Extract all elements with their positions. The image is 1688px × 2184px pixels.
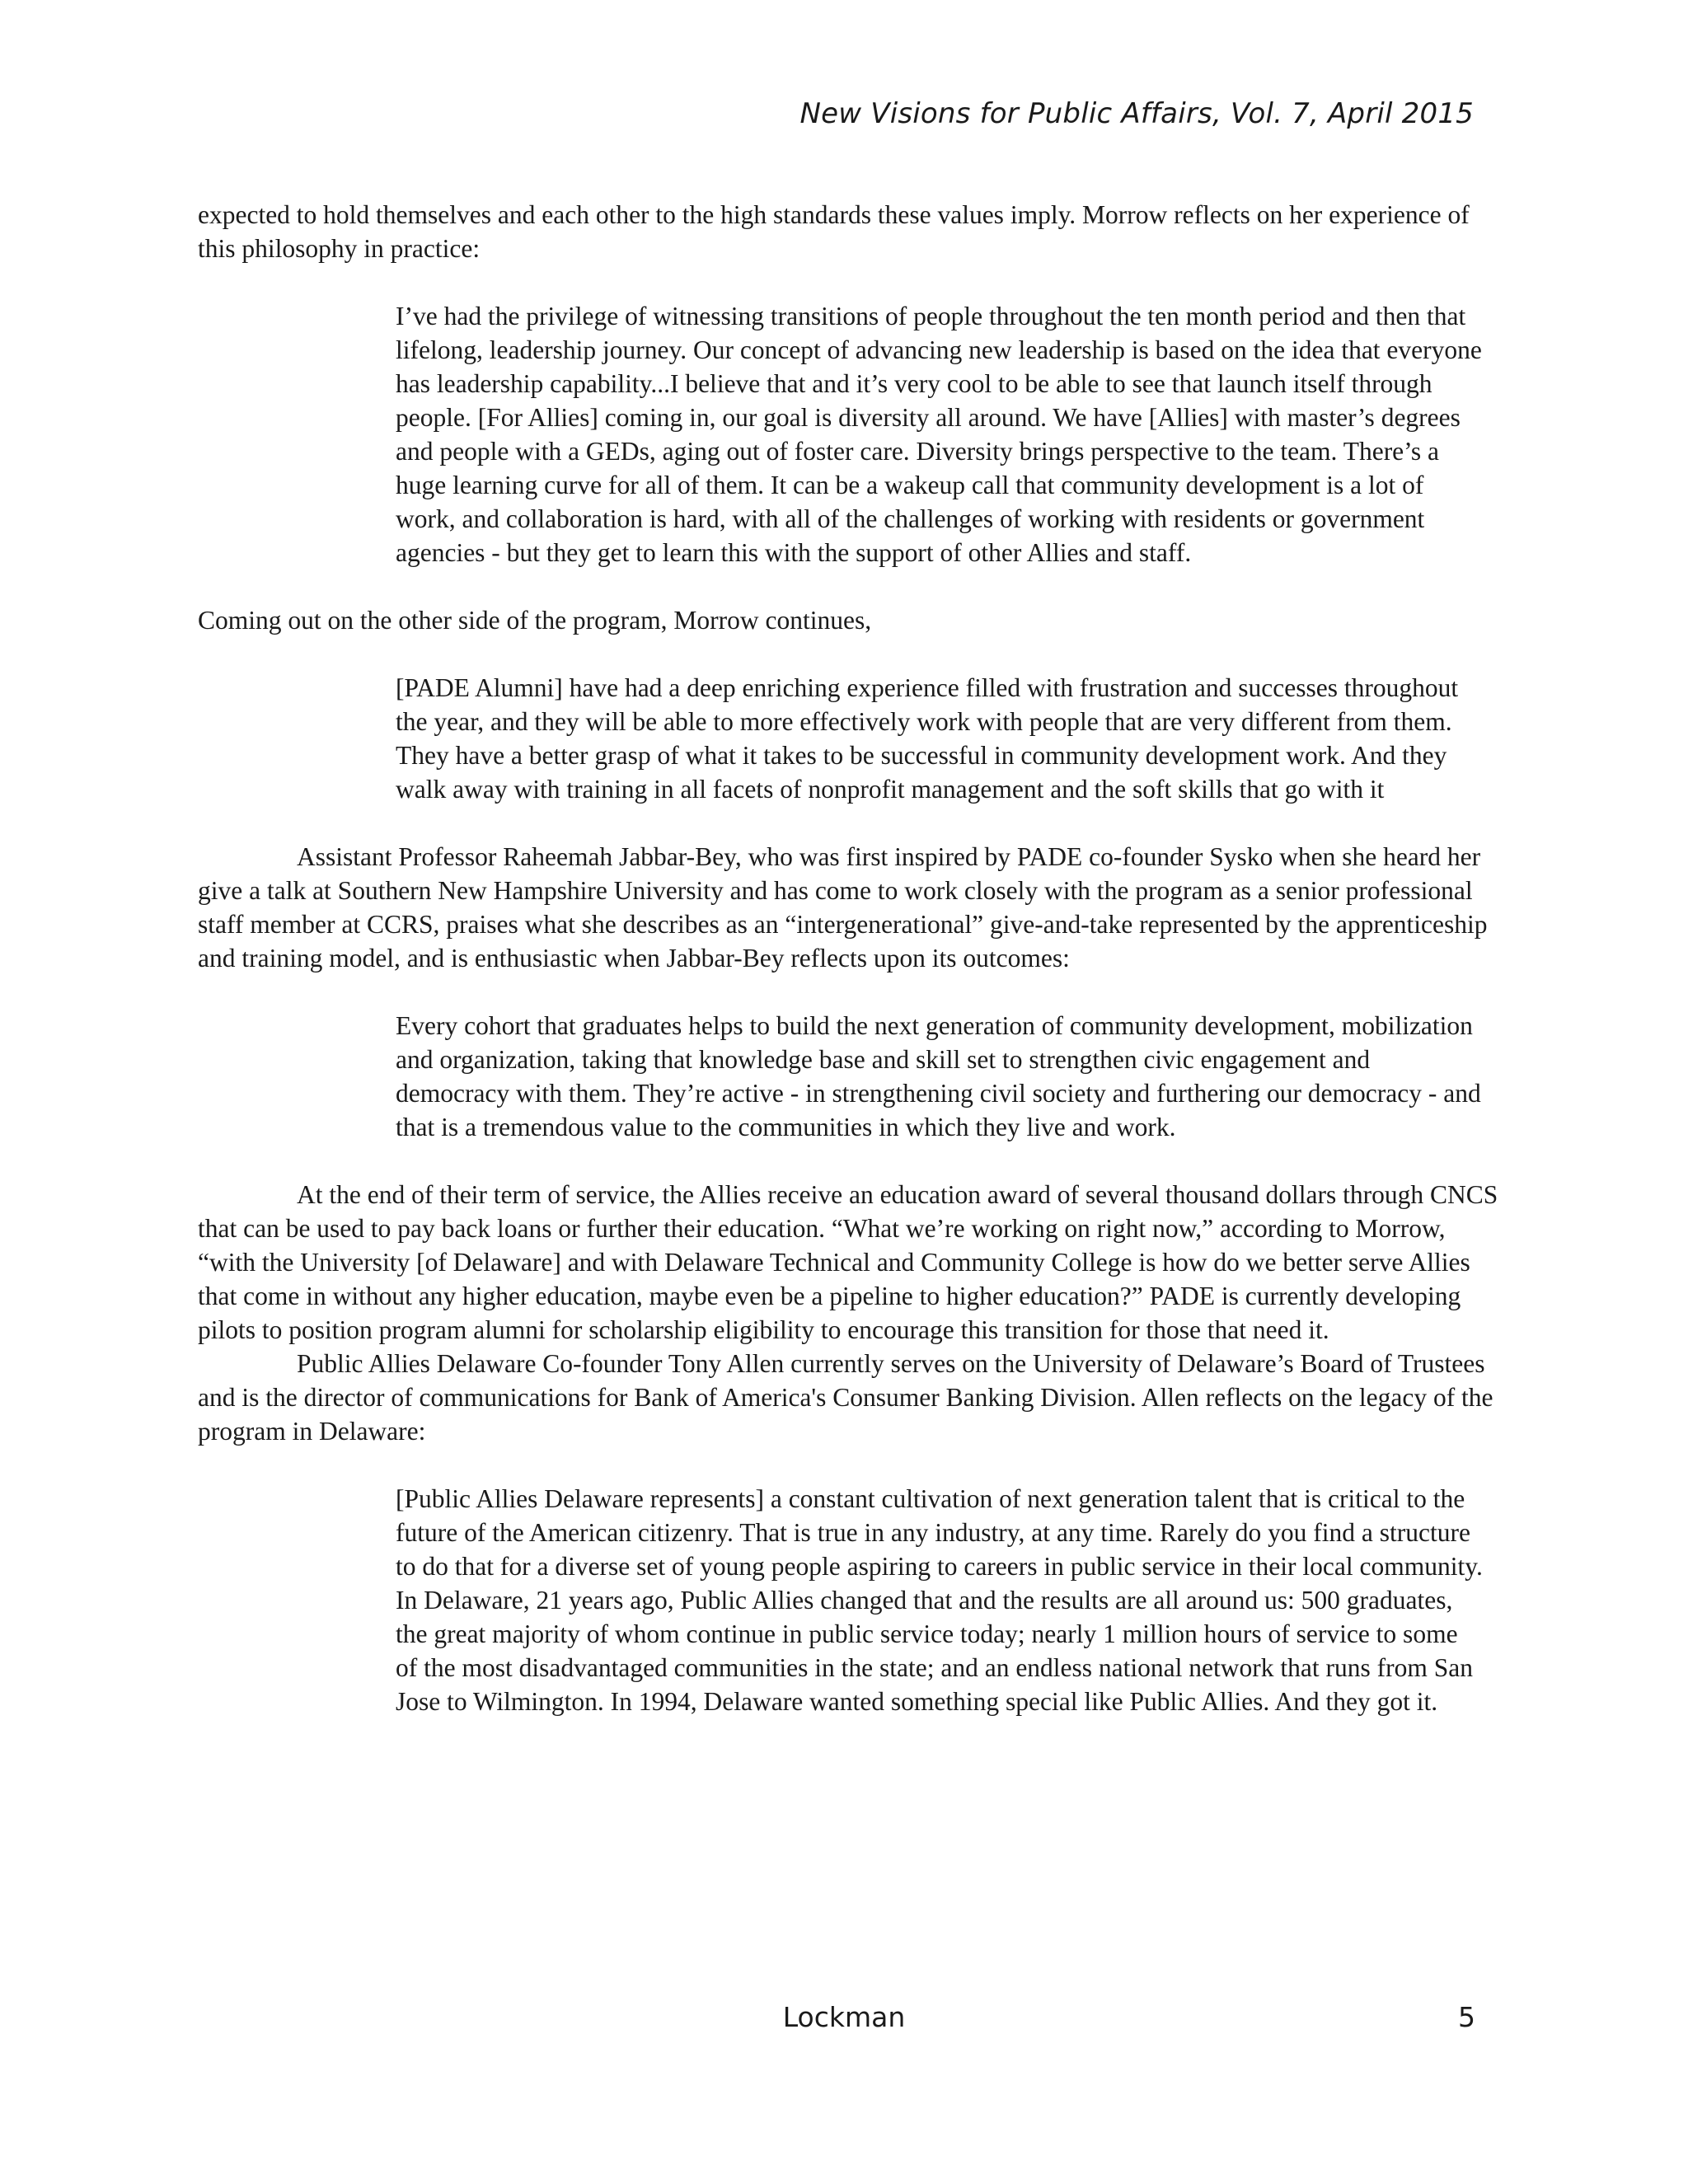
footer-author: Lockman — [782, 2001, 906, 2033]
paragraph: Coming out on the other side of the program, Morrow continues, — [198, 606, 872, 635]
block-quote: I’ve had the privilege of witnessing transitions of people throughout the ten month period and then that lifelong, leadership journey. Our concept of advancing new leadership is based on the idea that everyone has leadership capability...I believe that and it’s very cool to be able to see that launch itself through people. [For Allies] coming in, our goal is diversity all around. We have [Allies] with master’s degrees and people with a GEDs, aging out of foster care. Diversity brings perspective to the team. There’s a huge learning curve for all of them. It can be a wakeup call that community development is a lot of work, and collaboration is hard, with all of the challenges of working with residents or government agencies - but they get to learn this with the support of other Allies and staff. — [396, 302, 1482, 567]
block-quote: [PADE Alumni] have had a deep enriching experience filled with frustration and successes throughout the year, and they will be able to more effectively work with people that are very different from them. They have a better grasp of what it takes to be successful in community development work. And they walk away with training in all facets of nonprofit management and the soft skills that go with it — [396, 673, 1459, 804]
block-quote: [Public Allies Delaware represents] a constant cultivation of next generation talent that is critical to the future of the American citizenry. That is true in any industry, at any time. Rarely do you find a structure to do that for a diverse set of young people aspiring to careers in public service in their local community. In Delaware, 21 years ago, Public Allies changed that and the results are all around us: 500 graduates, the great majority of whom continue in public service today; nearly 1 million hours of service to some of the most disadvantaged communities in the state; and an endless national network that runs from San Jose to Wilmington. In 1994, Delaware wanted something special like Public Allies. And they got it. — [396, 1484, 1483, 1716]
paragraph: Assistant Professor Raheemah Jabbar-Bey, who was first inspired by PADE co-founder Sysko when she heard her give a talk at Southern New Hampshire University and has come to work closely with the program as a senior professional staff member at CCRS, praises what she describes as an “intergenerational” give-and-take represented by the apprenticeship and training model, and is enthusiastic when Jabbar-Bey reflects upon its outcomes: — [198, 842, 1488, 972]
block-quote: Every cohort that graduates helps to build the next generation of community development, mobilization and organization, taking that knowledge base and skill set to strengthen civic engagement and democracy with them. They’re active - in strengthening civil society and furthering our democracy - and that is a tremendous value to the communities in which they live and work. — [396, 1011, 1481, 1141]
paragraph: Public Allies Delaware Co-founder Tony Allen currently serves on the University of Delaware’s Board of Trustees and is the director of communications for Bank of America's Consumer Banking Division. Allen reflects on the legacy of the program in Delaware: — [198, 1349, 1493, 1446]
running-header: New Visions for Public Affairs, Vol. 7, April 2015 — [799, 97, 1474, 130]
paragraph: At the end of their term of service, the Allies receive an education award of several thousand dollars through CNCS that can be used to pay back loans or further their education. “What we’re working on right now,” according to Morrow, “with the University [of Delaware] and with Delaware Technical and Community College is how do we better serve Allies that come in without any higher education, maybe even be a pipeline to higher education?” PADE is currently developing pilots to position program alumni for scholarship eligibility to encourage this transition for those that need it. — [198, 1180, 1498, 1344]
paragraph: expected to hold themselves and each other to the high standards these values imply. Morrow reflects on her experience of this philosophy in practice: — [198, 200, 1470, 263]
page-number: 5 — [1458, 2001, 1475, 2033]
article-body — [198, 198, 1500, 1718]
